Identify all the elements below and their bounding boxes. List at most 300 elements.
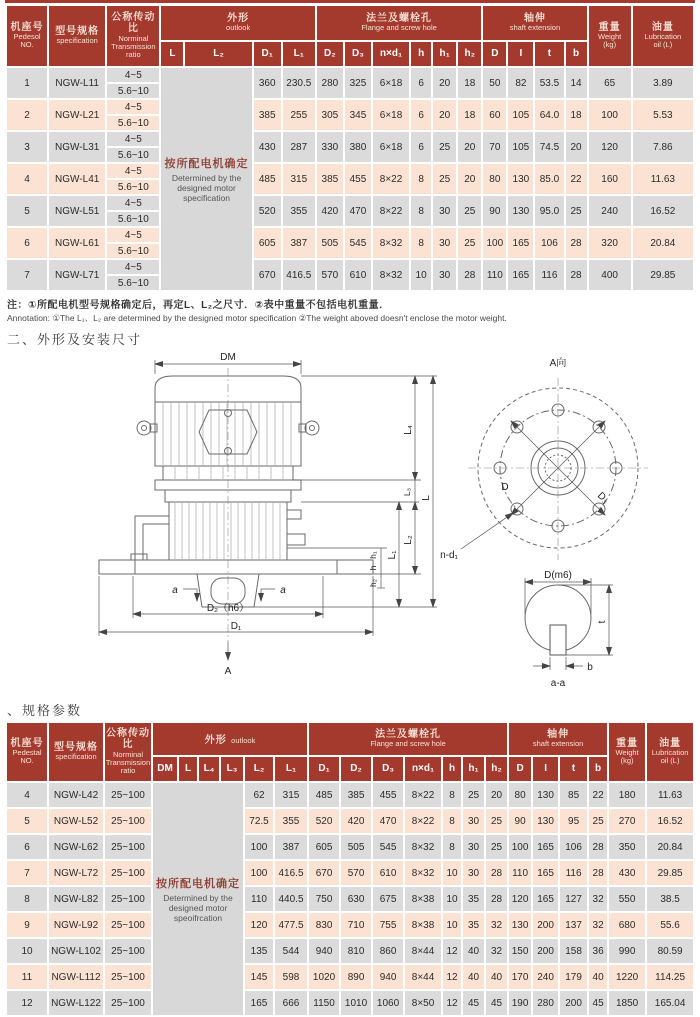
cell-h1: 35 — [463, 913, 484, 937]
cell-h2: 20 — [486, 783, 507, 807]
cell-I: 200 — [533, 939, 558, 963]
header-ratio: 公称传动比 Norminal Transmission ratio — [107, 6, 159, 66]
cell-D3: 675 — [373, 887, 403, 911]
cell-nxd1: 8×38 — [405, 887, 441, 911]
cell-h1: 30 — [433, 260, 456, 290]
cell-oil: 38.5 — [647, 887, 693, 911]
cell-D3: 610 — [345, 260, 371, 290]
cell-weight: 270 — [609, 809, 645, 833]
cell-ratio: 25~100 — [105, 809, 151, 833]
cell-oil: 5.53 — [633, 100, 693, 130]
cell-D3: 345 — [345, 100, 371, 130]
table-row — [7, 783, 693, 807]
cell-L2: 72.5 — [245, 809, 273, 833]
header-ratio: 公称传动比 Norminal Transmission ratio — [105, 723, 151, 781]
cell-D1: 520 — [254, 196, 281, 226]
motor-note-zh: 按所配电机确定 — [156, 877, 240, 890]
header-oil: 油量 Lubrication oil (L) — [647, 723, 693, 781]
table-row — [7, 132, 693, 146]
cell-D2: 420 — [317, 196, 343, 226]
cell-D: 120 — [509, 887, 531, 911]
cell-L2: 165 — [245, 991, 273, 1015]
cell-D: 190 — [509, 991, 531, 1015]
cell-I: 105 — [508, 100, 533, 130]
cell-D: 110 — [509, 861, 531, 885]
cell-spec: NGW-L61 — [49, 228, 105, 258]
cell-spec: NGW-L31 — [49, 132, 105, 162]
cell-ratio: 25~100 — [105, 991, 151, 1015]
cell-spec: NGW-L112 — [49, 965, 103, 989]
header-col-L2: L₂ — [185, 42, 251, 66]
dim-label-l3: L₃ — [402, 487, 412, 497]
cell-D1: 520 — [309, 809, 339, 833]
cell-I: 200 — [533, 913, 558, 937]
cell-oil: 29.85 — [647, 861, 693, 885]
cell-h: 8 — [443, 835, 461, 859]
header-col-D: D — [483, 42, 506, 66]
cell-spec: NGW-L72 — [49, 861, 103, 885]
cell-b: 32 — [589, 913, 607, 937]
cell-D3: 1060 — [373, 991, 403, 1015]
cell-h2: 25 — [458, 228, 481, 258]
header-col-h1: h₁ — [433, 42, 456, 66]
cell-h: 8 — [443, 809, 461, 833]
cell-D3: 325 — [345, 68, 371, 98]
motor-note-cell — [161, 68, 251, 290]
cell-D: 110 — [483, 260, 506, 290]
cell-nxd1: 8×32 — [373, 228, 409, 258]
table-row — [7, 68, 693, 82]
header-col-D1: D₁ — [309, 757, 339, 781]
cell-oil: 29.85 — [633, 260, 693, 290]
cell-oil: 114.25 — [647, 965, 693, 989]
cell-D1: 1150 — [309, 991, 339, 1015]
header-col-h2: h₂ — [486, 757, 507, 781]
header-col-D3: D₃ — [345, 42, 371, 66]
cell-h1: 30 — [463, 861, 484, 885]
header-group-shaft: 轴伸 shaft extension — [509, 723, 607, 755]
cell-D: 100 — [483, 228, 506, 258]
cell-weight: 320 — [589, 228, 631, 258]
cell-nxd1: 6×18 — [373, 100, 409, 130]
header-col-h1: h₁ — [463, 757, 484, 781]
cell-L1: 355 — [283, 196, 315, 226]
cell-no: 5 — [7, 809, 47, 833]
table-row — [7, 991, 693, 1015]
cell-L2: 62 — [245, 783, 273, 807]
cell-weight: 550 — [609, 887, 645, 911]
section-mark-a-right: a — [280, 585, 286, 596]
header-group-flange: 法兰及螺栓孔 Flange and screw hole — [317, 6, 481, 40]
cell-D3: 755 — [373, 913, 403, 937]
cell-t: 106 — [560, 835, 587, 859]
cell-I: 82 — [508, 68, 533, 98]
cell-spec: NGW-L42 — [49, 783, 103, 807]
cell-L2: 100 — [245, 835, 273, 859]
cell-D1: 940 — [309, 939, 339, 963]
annotation-block — [7, 296, 693, 324]
cell-h: 8 — [411, 228, 431, 258]
header-col-t: t — [560, 757, 587, 781]
cell-h: 12 — [443, 965, 461, 989]
cell-D: 130 — [509, 913, 531, 937]
cell-L2: 145 — [245, 965, 273, 989]
cell-no: 1 — [7, 68, 47, 98]
cell-no: 6 — [7, 835, 47, 859]
header-col-L: L — [179, 757, 197, 781]
cell-t: 74.5 — [535, 132, 563, 162]
motor-fins — [163, 403, 291, 465]
header-group-shaft: 轴伸 shaft extension — [483, 6, 586, 40]
cell-b: 32 — [589, 887, 607, 911]
cell-spec: NGW-L62 — [49, 835, 103, 859]
header-specification: 型号规格 specification — [49, 6, 105, 66]
cell-oil: 7.86 — [633, 132, 693, 162]
cell-h: 6 — [411, 132, 431, 162]
cell-D1: 605 — [309, 835, 339, 859]
cell-oil: 20.84 — [647, 835, 693, 859]
dim-label-d1: D₁ — [230, 621, 242, 632]
section-label-aa: a-a — [550, 678, 566, 689]
cell-t: 158 — [560, 939, 587, 963]
table-row — [7, 913, 693, 937]
dim-label-h: h — [368, 565, 378, 571]
cell-t: 53.5 — [535, 68, 563, 98]
cell-D1: 485 — [254, 164, 281, 194]
outline-installation-drawing — [5, 350, 695, 690]
cell-D2: 330 — [317, 132, 343, 162]
spec-parameter-table — [5, 721, 695, 1017]
header-col-I: I — [508, 42, 533, 66]
cell-t: 95 — [560, 809, 587, 833]
cell-no: 8 — [7, 887, 47, 911]
cell-h2: 20 — [458, 132, 481, 162]
cell-oil: 55.6 — [647, 913, 693, 937]
cell-D: 100 — [509, 835, 531, 859]
cell-D2: 1010 — [341, 991, 371, 1015]
dim-label-t: t — [597, 620, 608, 624]
cell-t: 137 — [560, 913, 587, 937]
cell-D2: 305 — [317, 100, 343, 130]
cell-ratio: 4~5 — [107, 228, 159, 242]
dim-label-d: D — [501, 482, 509, 493]
cell-D3: 545 — [373, 835, 403, 859]
header-weight: 重量 Weight (kg) — [589, 6, 631, 66]
cell-t: 200 — [560, 991, 587, 1015]
cell-I: 165 — [508, 228, 533, 258]
cell-D3: 455 — [345, 164, 371, 194]
dim-label-d2: D₂（h6） — [206, 603, 250, 614]
header-pedestal-en2: NO. — [20, 40, 34, 50]
header-col-h2: h₂ — [458, 42, 481, 66]
cell-h: 8 — [411, 196, 431, 226]
cell-spec: NGW-L122 — [49, 991, 103, 1015]
cell-nxd1: 8×44 — [405, 965, 441, 989]
header-group-outlook: 外形 outlook — [161, 6, 314, 40]
cell-b: 28 — [566, 228, 587, 258]
cell-D1: 670 — [309, 861, 339, 885]
cell-I: 105 — [508, 132, 533, 162]
cell-h2: 28 — [458, 260, 481, 290]
cell-I: 280 — [533, 991, 558, 1015]
dim-label-l4: L₄ — [403, 425, 414, 435]
header-col-I: I — [533, 757, 558, 781]
cell-L1: 387 — [275, 835, 307, 859]
cell-weight: 1220 — [609, 965, 645, 989]
cell-D: 50 — [483, 68, 506, 98]
cell-spec: NGW-L82 — [49, 887, 103, 911]
dim-label-l2: L₂ — [403, 535, 414, 545]
header-oil: 油量 Lubrication oil (L) — [633, 6, 693, 66]
cell-D: 80 — [509, 783, 531, 807]
cell-oil: 11.63 — [647, 783, 693, 807]
cell-L2: 100 — [245, 861, 273, 885]
cell-nxd1: 8×32 — [405, 861, 441, 885]
flange-a-view — [440, 356, 648, 561]
cell-h1: 45 — [463, 991, 484, 1015]
cell-ratio: 4~5 — [107, 164, 159, 178]
cell-nxd1: 8×22 — [373, 196, 409, 226]
table-row — [7, 887, 693, 911]
cell-ratio: 4~5 — [107, 196, 159, 210]
table-row — [7, 164, 693, 178]
cell-ratio: 25~100 — [105, 939, 151, 963]
dim-label-l1: L₁ — [387, 550, 398, 560]
motor-note-en: Determined by the designed motor specification — [171, 172, 242, 204]
cell-I: 165 — [533, 835, 558, 859]
cell-D2: 385 — [317, 164, 343, 194]
cell-b: 28 — [589, 861, 607, 885]
cell-D2: 280 — [317, 68, 343, 98]
cell-spec: NGW-L51 — [49, 196, 105, 226]
section-mark-a-left: a — [172, 585, 178, 596]
cell-nxd1: 8×22 — [405, 783, 441, 807]
cell-D2: 505 — [317, 228, 343, 258]
cell-no: 10 — [7, 939, 47, 963]
cell-ratio: 5.6~10 — [107, 148, 159, 162]
cell-L1: 255 — [283, 100, 315, 130]
cell-oil: 16.52 — [647, 809, 693, 833]
cell-D: 170 — [509, 965, 531, 989]
header-col-D: D — [509, 757, 531, 781]
cell-D2: 630 — [341, 887, 371, 911]
cell-weight: 160 — [589, 164, 631, 194]
cell-D: 150 — [509, 939, 531, 963]
annotation-zh: 注：①所配电机型号规格确定后，再定L、L₂之尺寸．②表中重量不包括电机重量． — [7, 300, 390, 311]
header-col-h: h — [411, 42, 431, 66]
cell-oil: 16.52 — [633, 196, 693, 226]
cell-h2: 40 — [486, 965, 507, 989]
cell-h: 8 — [443, 783, 461, 807]
dimension-lines-main — [99, 352, 437, 677]
cell-ratio: 25~100 — [105, 861, 151, 885]
cell-I: 165 — [533, 887, 558, 911]
annotation-en: Annotation: ①The L₁、L₂ are determined by the designed motor specification ②The weight aboved doesn't enclose the motor weight. — [7, 313, 507, 323]
header-specification: 型号规格 specification — [49, 723, 103, 781]
cell-t: 179 — [560, 965, 587, 989]
cell-D2: 385 — [341, 783, 371, 807]
cell-L1: 416.5 — [283, 260, 315, 290]
cell-spec: NGW-L52 — [49, 809, 103, 833]
cell-h: 12 — [443, 991, 461, 1015]
cell-L1: 230.5 — [283, 68, 315, 98]
cell-weight: 100 — [589, 100, 631, 130]
header-group-outlook: 外形 outlook — [153, 723, 307, 755]
cell-L1: 387 — [283, 228, 315, 258]
cell-nxd1: 8×22 — [373, 164, 409, 194]
cell-h1: 30 — [463, 835, 484, 859]
cell-h: 8 — [411, 164, 431, 194]
cell-b: 14 — [566, 68, 587, 98]
cell-ratio: 5.6~10 — [107, 244, 159, 258]
view-label-a: A向 — [549, 358, 567, 369]
cell-D1: 430 — [254, 132, 281, 162]
cell-D2: 505 — [341, 835, 371, 859]
cell-L2: 120 — [245, 913, 273, 937]
cell-b: 36 — [589, 939, 607, 963]
cell-h1: 20 — [433, 100, 456, 130]
cell-D3: 860 — [373, 939, 403, 963]
cell-D: 60 — [483, 100, 506, 130]
header-pedestal-zh: 机座号 — [10, 21, 44, 33]
cell-nxd1: 6×18 — [373, 132, 409, 162]
cell-spec: NGW-L21 — [49, 100, 105, 130]
dim-label-dm: DM — [220, 352, 236, 363]
motor-note-cell — [153, 783, 243, 1015]
table-row — [7, 228, 693, 242]
cell-L1: 598 — [275, 965, 307, 989]
table-row — [7, 100, 693, 114]
cell-no: 9 — [7, 913, 47, 937]
header-col-L1: L₁ — [275, 757, 307, 781]
cell-I: 165 — [533, 861, 558, 885]
cell-oil: 11.63 — [633, 164, 693, 194]
cell-weight: 430 — [609, 861, 645, 885]
cell-I: 130 — [533, 783, 558, 807]
cell-weight: 120 — [589, 132, 631, 162]
reducer-fins — [175, 503, 280, 559]
cell-L1: 440.5 — [275, 887, 307, 911]
cell-b: 18 — [566, 100, 587, 130]
cell-L1: 315 — [275, 783, 307, 807]
cell-I: 240 — [533, 965, 558, 989]
cell-t: 127 — [560, 887, 587, 911]
cell-nxd1: 8×32 — [405, 835, 441, 859]
cell-nxd1: 8×38 — [405, 913, 441, 937]
cell-D1: 485 — [309, 783, 339, 807]
cell-h2: 45 — [486, 991, 507, 1015]
dim-label-d3: D₃ — [594, 490, 611, 507]
shaft-section-aa — [525, 570, 613, 689]
cell-no: 4 — [7, 164, 47, 194]
cell-ratio: 25~100 — [105, 835, 151, 859]
header-col-L: L — [161, 42, 183, 66]
cell-ratio: 4~5 — [107, 132, 159, 146]
cell-no: 2 — [7, 100, 47, 130]
cell-spec: NGW-L92 — [49, 913, 103, 937]
motor-note-en: Determined by the designed motor speoifrcation — [163, 892, 233, 924]
cell-D3: 470 — [373, 809, 403, 833]
section-heading-outline: 二、外形及安装尺寸 — [7, 332, 143, 347]
cell-b: 45 — [589, 991, 607, 1015]
cell-h: 12 — [443, 939, 461, 963]
cell-D2: 810 — [341, 939, 371, 963]
cell-t: 106 — [535, 228, 563, 258]
cell-D2: 570 — [317, 260, 343, 290]
cell-weight: 240 — [589, 196, 631, 226]
cell-nxd1: 8×44 — [405, 939, 441, 963]
cell-D1: 1020 — [309, 965, 339, 989]
header-col-b: b — [589, 757, 607, 781]
dim-label-l: L — [421, 495, 432, 501]
cell-L1: 477.5 — [275, 913, 307, 937]
cell-no: 11 — [7, 965, 47, 989]
cell-weight: 990 — [609, 939, 645, 963]
cell-h2: 25 — [486, 809, 507, 833]
motor-note-zh: 按所配电机确定 — [164, 157, 249, 170]
dim-label-h1: h₁ — [368, 551, 378, 559]
cell-L1: 355 — [275, 809, 307, 833]
cell-nxd1: 8×50 — [405, 991, 441, 1015]
cell-t: 116 — [560, 861, 587, 885]
cell-I: 130 — [508, 196, 533, 226]
header-col-b: b — [566, 42, 587, 66]
header-pedestal-no: 机座号 Pedestal NO. — [7, 723, 47, 781]
cell-h2: 25 — [486, 835, 507, 859]
top-divider — [5, 0, 695, 3]
motor-reducer-outline — [99, 368, 373, 642]
header-pedestal-no — [7, 6, 47, 66]
cell-no: 7 — [7, 260, 47, 290]
header-col-D2: D₂ — [341, 757, 371, 781]
header-group-flange: 法兰及螺栓孔 Flange and screw hole — [309, 723, 507, 755]
cell-D3: 380 — [345, 132, 371, 162]
cell-b: 25 — [566, 196, 587, 226]
cell-h2: 18 — [458, 100, 481, 130]
cell-D2: 890 — [341, 965, 371, 989]
cell-h1: 40 — [463, 965, 484, 989]
cell-h1: 20 — [433, 68, 456, 98]
cell-L2: 135 — [245, 939, 273, 963]
cell-ratio: 4~5 — [107, 260, 159, 274]
cell-D1: 830 — [309, 913, 339, 937]
cell-h1: 30 — [433, 196, 456, 226]
cell-D2: 420 — [341, 809, 371, 833]
cell-b: 22 — [589, 783, 607, 807]
cell-ratio: 25~100 — [105, 887, 151, 911]
header-col-DM: DM — [153, 757, 177, 781]
header-col-L4: L₄ — [199, 757, 219, 781]
cell-h2: 32 — [486, 913, 507, 937]
cell-h1: 30 — [433, 228, 456, 258]
table-row — [7, 939, 693, 963]
cell-ratio: 25~100 — [105, 783, 151, 807]
cell-ratio: 5.6~10 — [107, 116, 159, 130]
cell-b: 25 — [589, 809, 607, 833]
cell-oil: 80.59 — [647, 939, 693, 963]
dimension-table-1 — [5, 4, 695, 292]
cell-h1: 40 — [463, 939, 484, 963]
cell-spec: NGW-L71 — [49, 260, 105, 290]
cell-ratio: 25~100 — [105, 913, 151, 937]
cell-D3: 545 — [345, 228, 371, 258]
header-col-D1: D₁ — [254, 42, 281, 66]
cell-h1: 25 — [433, 132, 456, 162]
cell-L1: 666 — [275, 991, 307, 1015]
cell-h2: 28 — [486, 887, 507, 911]
cell-t: 85 — [560, 783, 587, 807]
view-arrow-a: A — [224, 666, 232, 677]
